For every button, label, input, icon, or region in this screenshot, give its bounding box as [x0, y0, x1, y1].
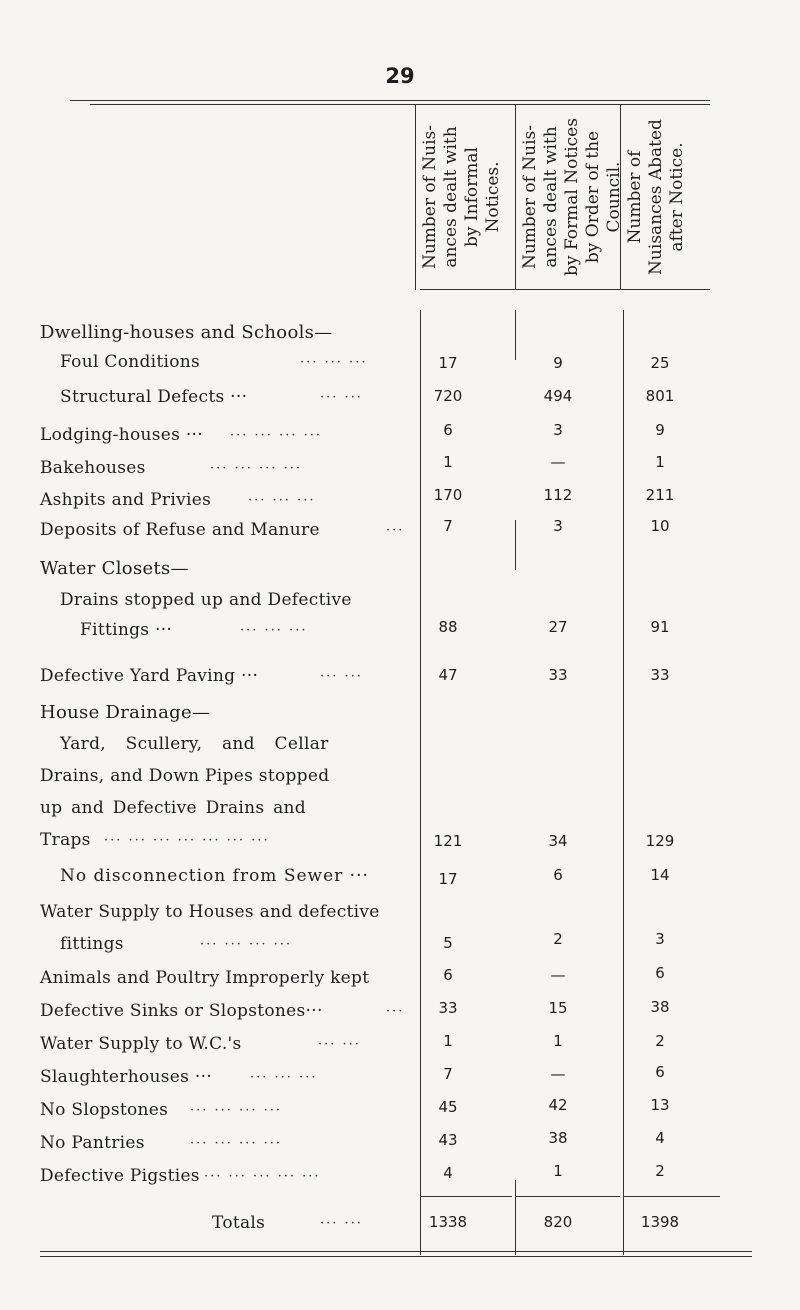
row-dots: ··· ··· ··· — [300, 355, 368, 370]
total-informal: 1338 — [428, 1213, 468, 1231]
row-label: Drains stopped up and Defective — [60, 590, 352, 610]
header-line: Council. — [604, 161, 624, 233]
column-header-abated — [625, 104, 725, 294]
bottom-rule — [40, 1251, 752, 1252]
value-formal: 42 — [548, 1096, 568, 1114]
header-line: Number of — [625, 150, 645, 244]
value-informal: 33 — [438, 999, 458, 1017]
row-label: Animals and Poultry Improperly kept — [40, 968, 370, 988]
value-informal: 17 — [438, 870, 458, 888]
row-label: Ashpits and Privies — [40, 490, 212, 510]
value-abated: 33 — [650, 666, 670, 684]
row-label: Water Supply to Houses and defective — [40, 902, 380, 922]
value-informal: 7 — [443, 1065, 453, 1083]
header-line: by Order of the — [583, 130, 603, 264]
value-informal: 4 — [443, 1164, 453, 1182]
totals-rule — [420, 1196, 512, 1197]
header-line: by Formal Notices — [562, 118, 582, 276]
row-label: Lodging-houses ··· — [40, 425, 203, 445]
value-abated: 1 — [655, 453, 665, 471]
section-heading: Water Closets— — [40, 558, 189, 579]
header-line: Nuisances Abated — [646, 119, 666, 275]
header-line: Notices. — [483, 161, 503, 233]
value-informal: 7 — [443, 517, 453, 535]
row-dots: ··· ··· — [320, 390, 363, 405]
row-label: Fittings ··· — [80, 620, 173, 640]
total-formal: 820 — [543, 1213, 573, 1231]
value-informal: 47 — [438, 666, 458, 684]
value-abated: 13 — [650, 1096, 670, 1114]
row-label: Bakehouses — [40, 458, 146, 478]
row-label: Foul Conditions — [60, 352, 201, 372]
column-separator — [515, 310, 516, 360]
row-label: Yard, Scullery, and Cellar — [60, 734, 329, 754]
row-dots: ··· ··· ··· ··· — [190, 1136, 282, 1151]
value-abated: 14 — [650, 866, 670, 884]
top-rule — [70, 100, 710, 101]
row-label: No Slopstones — [40, 1100, 169, 1120]
header-line: ances dealt with — [441, 126, 461, 268]
header-line: Number of Nuis- — [520, 124, 540, 270]
value-formal: 494 — [543, 387, 573, 405]
value-abated: 2 — [655, 1162, 665, 1180]
value-abated: 10 — [650, 517, 670, 535]
row-dots: ··· ··· — [320, 1216, 363, 1231]
row-label: Defective Sinks or Slopstones··· — [40, 1001, 323, 1021]
row-dots: ··· ··· ··· ··· ··· ··· ··· — [104, 833, 270, 848]
value-abated: 2 — [655, 1032, 665, 1050]
totals-label: Totals — [212, 1213, 266, 1233]
row-label: Defective Yard Paving ··· — [40, 666, 259, 686]
value-formal: 38 — [548, 1129, 568, 1147]
column-separator — [515, 1180, 516, 1255]
value-informal: 1 — [443, 1032, 453, 1050]
value-formal: 15 — [548, 999, 568, 1017]
row-dots: ··· — [386, 523, 405, 538]
row-dots: ··· ··· ··· ··· — [190, 1103, 282, 1118]
header-line: by Informal — [462, 147, 482, 247]
value-informal: 5 — [443, 934, 453, 952]
value-abated: 9 — [655, 421, 665, 439]
row-label: Water Supply to W.C.'s — [40, 1034, 242, 1054]
value-abated: 91 — [650, 618, 670, 636]
page-number: 29 — [385, 64, 415, 88]
row-label: Deposits of Refuse and Manure — [40, 520, 320, 540]
value-abated: 6 — [655, 964, 665, 982]
row-label: Defective Pigsties — [40, 1166, 200, 1186]
value-formal: 9 — [553, 354, 563, 372]
value-formal: 3 — [553, 517, 563, 535]
header-line: after Notice. — [667, 142, 687, 252]
value-formal: 1 — [553, 1032, 563, 1050]
row-dots: ··· — [386, 1004, 405, 1019]
bottom-rule-inner — [40, 1256, 752, 1257]
value-formal: — — [550, 966, 566, 984]
value-informal: 6 — [443, 421, 453, 439]
row-label: Slaughterhouses ··· — [40, 1067, 212, 1087]
value-abated: 129 — [645, 832, 675, 850]
row-dots: ··· ··· ··· ··· — [210, 461, 302, 476]
row-label: No Pantries — [40, 1133, 145, 1153]
value-informal: 720 — [433, 387, 463, 405]
value-abated: 4 — [655, 1129, 665, 1147]
value-informal: 43 — [438, 1131, 458, 1149]
row-dots: ··· ··· ··· ··· — [230, 428, 322, 443]
column-header-informal — [420, 104, 520, 294]
row-dots: ··· ··· ··· ··· — [200, 937, 292, 952]
value-formal: — — [550, 1065, 566, 1083]
row-dots: ··· ··· ··· ··· ··· — [204, 1169, 321, 1184]
value-informal: 121 — [433, 832, 463, 850]
value-abated: 6 — [655, 1063, 665, 1081]
row-label: No disconnection from Sewer ··· — [60, 866, 369, 886]
totals-rule — [516, 1196, 620, 1197]
value-informal: 1 — [443, 453, 453, 471]
value-formal: — — [550, 453, 566, 471]
value-formal: 33 — [548, 666, 568, 684]
value-formal: 6 — [553, 866, 563, 884]
total-abated: 1398 — [640, 1213, 680, 1231]
value-abated: 38 — [650, 998, 670, 1016]
row-label: Structural Defects ··· — [60, 387, 248, 407]
column-separator — [515, 520, 516, 570]
value-formal: 112 — [543, 486, 573, 504]
value-formal: 1 — [553, 1162, 563, 1180]
value-informal: 88 — [438, 618, 458, 636]
row-dots: ··· ··· ··· — [240, 623, 308, 638]
header-separator — [415, 104, 416, 290]
value-informal: 170 — [433, 486, 463, 504]
value-formal: 3 — [553, 421, 563, 439]
value-informal: 17 — [438, 354, 458, 372]
value-formal: 27 — [548, 618, 568, 636]
value-abated: 801 — [645, 387, 675, 405]
row-dots: ··· ··· ··· — [248, 493, 316, 508]
value-abated: 3 — [655, 930, 665, 948]
value-formal: 2 — [553, 930, 563, 948]
section-heading: House Drainage— — [40, 702, 211, 723]
row-label: Traps — [40, 830, 91, 850]
value-formal: 34 — [548, 832, 568, 850]
value-informal: 6 — [443, 966, 453, 984]
value-informal: 45 — [438, 1098, 458, 1116]
header-line: ances dealt with — [541, 126, 561, 268]
value-abated: 211 — [645, 486, 675, 504]
row-dots: ··· ··· ··· — [250, 1070, 318, 1085]
header-line: Number of Nuis- — [420, 124, 440, 270]
row-label: Drains, and Down Pipes stopped — [40, 766, 330, 786]
row-label: fittings — [60, 934, 124, 954]
row-dots: ··· ··· — [318, 1037, 361, 1052]
row-dots: ··· ··· — [320, 669, 363, 684]
section-heading: Dwelling-houses and Schools— — [40, 322, 333, 343]
totals-rule — [624, 1196, 720, 1197]
value-abated: 25 — [650, 354, 670, 372]
row-label: up and Defective Drains and — [40, 798, 306, 818]
column-header-formal — [520, 104, 624, 294]
